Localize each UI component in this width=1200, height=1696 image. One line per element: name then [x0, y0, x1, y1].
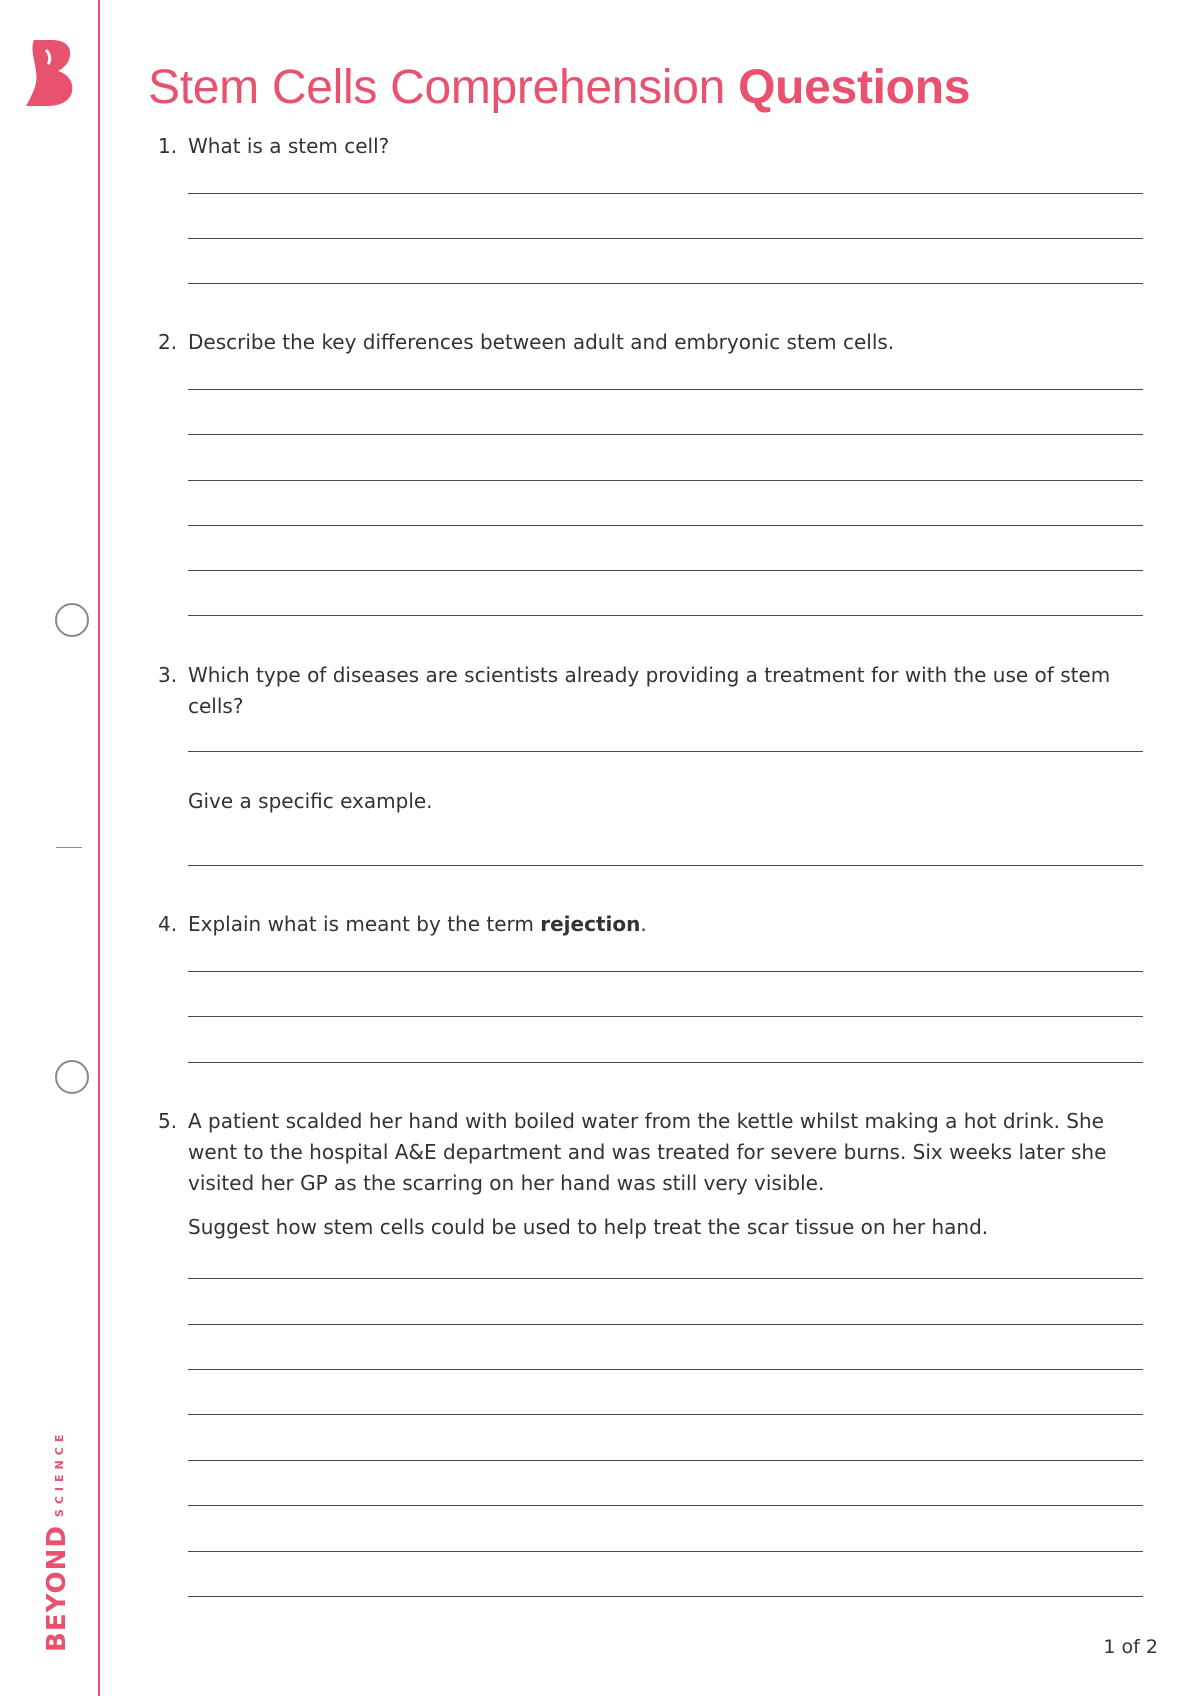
answer-line[interactable] [188, 1324, 1143, 1325]
question-1 [158, 131, 1143, 162]
question-text: What is a stem cell? [188, 134, 390, 158]
question-text: Which type of diseases are scientists already providing a treatment for with the use of stem cells? [188, 663, 1111, 718]
answer-line[interactable] [188, 1278, 1143, 1279]
brand-name: BEYOND [42, 1525, 72, 1652]
question-number: 4. [158, 912, 178, 936]
title-part1: Stem Cells Comprehension [148, 61, 726, 114]
question-text: Describe the key differences between adult and embryonic stem cells. [188, 330, 895, 354]
answer-line[interactable] [188, 615, 1143, 616]
answer-line[interactable] [188, 1460, 1143, 1461]
answer-line[interactable] [188, 1505, 1143, 1506]
answer-line[interactable] [188, 480, 1143, 481]
answer-line[interactable] [188, 1551, 1143, 1552]
answer-line[interactable] [188, 193, 1143, 194]
question-followup: Give a specific example. [188, 789, 433, 813]
answer-line[interactable] [188, 1016, 1143, 1017]
question-text-end: . [640, 912, 647, 936]
answer-line[interactable] [188, 865, 1143, 866]
answer-line[interactable] [188, 283, 1143, 284]
answer-line[interactable] [188, 971, 1143, 972]
question-text [188, 909, 1143, 940]
answer-line[interactable] [188, 1414, 1143, 1415]
question-text-lead: Explain what is meant by the term [188, 912, 541, 936]
answer-line[interactable] [188, 238, 1143, 239]
question-text: A patient scalded her hand with boiled water from the kettle whilst making a hot drink. She went to the hospital A&E department and was treated for severe burns. Six weeks later she visited her GP as the scarring on her hand was still very visible. [188, 1109, 1107, 1195]
question-5 [158, 1106, 1143, 1199]
answer-line[interactable] [188, 751, 1143, 752]
question-2 [158, 327, 1143, 358]
question-4 [158, 909, 1143, 940]
answer-line[interactable] [188, 389, 1143, 390]
brand-sub: SCIENCE [53, 1429, 66, 1518]
answer-line[interactable] [188, 1369, 1143, 1370]
binder-hole-top [55, 603, 89, 637]
question-number: 2. [158, 330, 178, 354]
margin-line [98, 0, 100, 1696]
page-title [148, 60, 970, 115]
question-number: 3. [158, 663, 178, 687]
question-number: 1. [158, 134, 178, 158]
answer-line[interactable] [188, 1596, 1143, 1597]
page-number: 1 of 2 [1103, 1636, 1158, 1658]
question-number: 5. [158, 1109, 178, 1133]
binder-hole-bottom [55, 1060, 89, 1094]
answer-line[interactable] [188, 434, 1143, 435]
brand-vertical [42, 1430, 72, 1652]
beyond-science-logo-icon [24, 36, 80, 108]
key-term: rejection [540, 912, 641, 936]
answer-line[interactable] [188, 525, 1143, 526]
answer-line[interactable] [188, 1062, 1143, 1063]
question-3 [158, 660, 1143, 722]
title-part2: Questions [738, 61, 971, 114]
question-prompt: Suggest how stem cells could be used to help treat the scar tissue on her hand. [188, 1215, 989, 1239]
fold-mark [56, 847, 82, 848]
answer-line[interactable] [188, 570, 1143, 571]
